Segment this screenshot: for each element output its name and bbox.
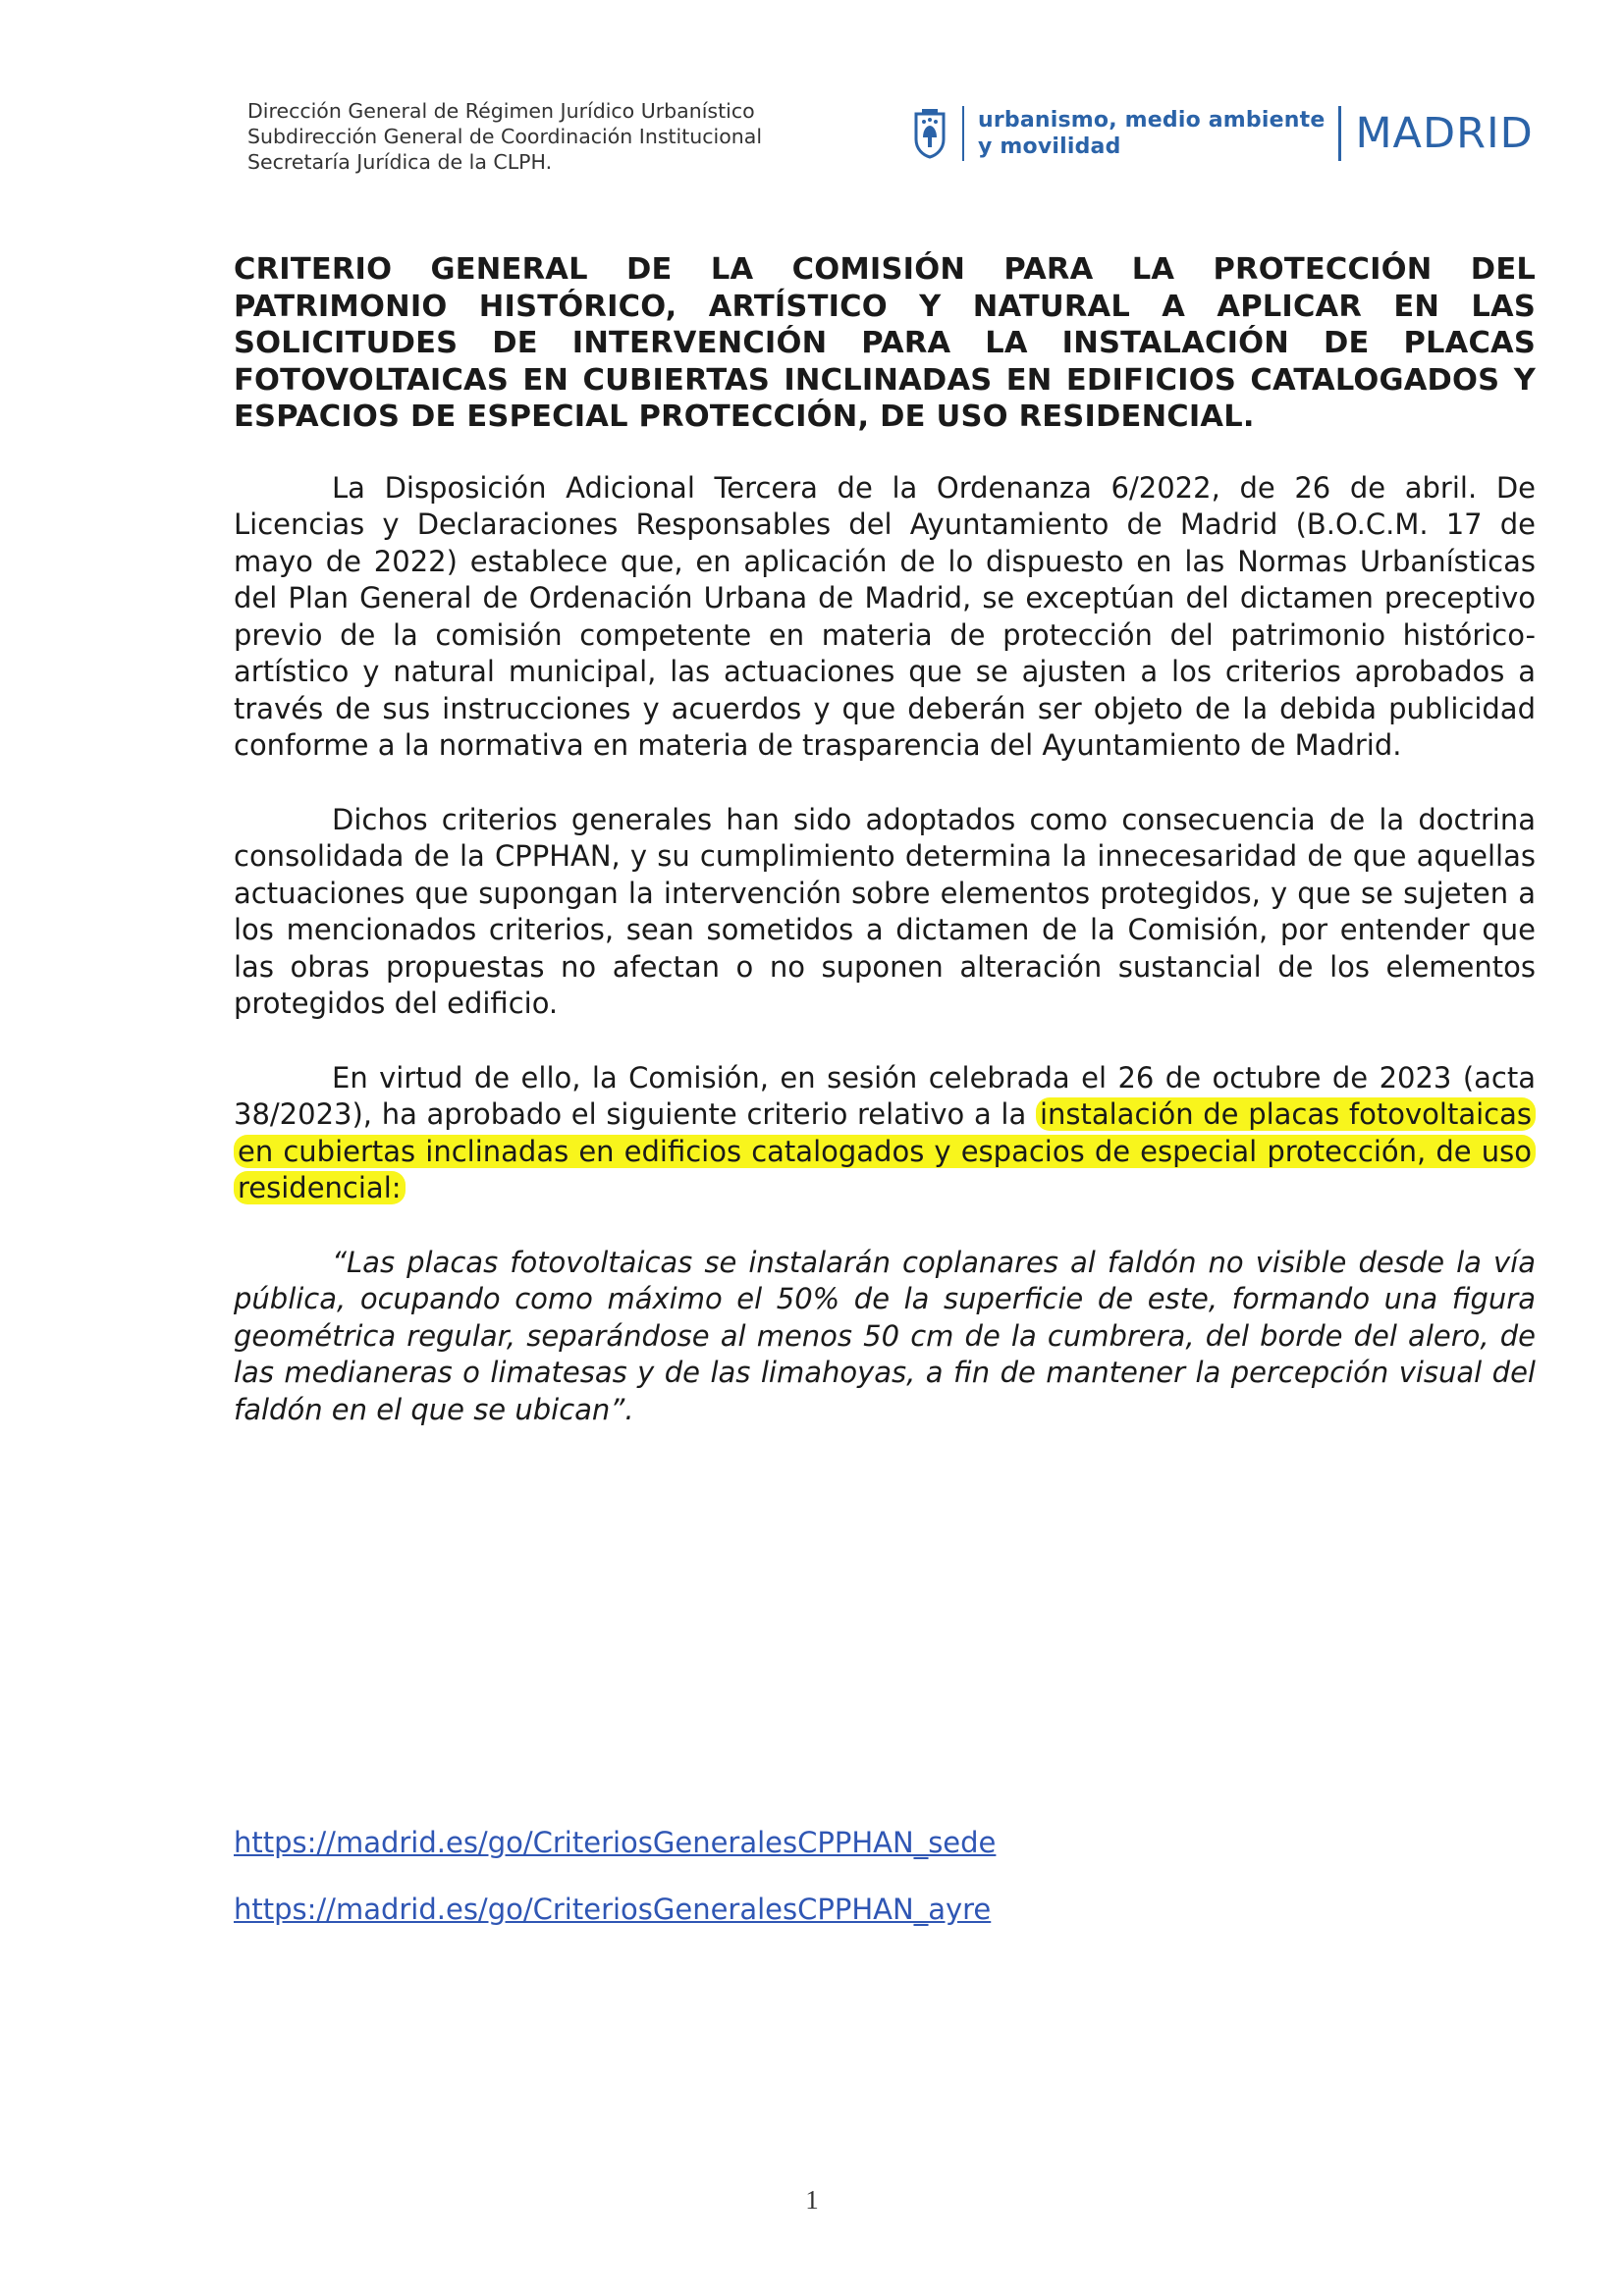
logo-city-name: MADRID xyxy=(1355,109,1534,158)
link-ayre[interactable]: https://madrid.es/go/CriteriosGeneralesCPPHAN_ayre xyxy=(234,1893,992,1926)
subdepartment-line: Subdirección General de Coordinación Institucional xyxy=(247,125,763,148)
paragraph-acuerdo-text: En virtud de ello, la Comisión, en sesión celebrada el 26 de octubre de 2023 (acta 38/2023), ha aprobado el siguiente criterio relativo a la xyxy=(234,1060,1536,1131)
document-title: CRITERIO GENERAL DE LA COMISIÓN PARA LA PROTECCIÓN DEL PATRIMONIO HISTÓRICO, ARTÍSTICO Y NATURAL A APLICAR EN LAS SOLICITUDES DE INTERVENCIÓN PARA LA INSTALACIÓN DE PLACAS FOTOVOLTAICAS EN CUBIERTAS INCLINADAS EN EDIFICIOS CATALOGADOS Y ESPACIOS DE ESPECIAL PROTECCIÓN, DE USO RESIDENCIAL. xyxy=(234,252,1536,434)
logo-area-name xyxy=(978,107,1325,160)
criterion-quote: “Las placas fotovoltaicas se instalarán coplanares al faldón no visible desde la vía pública, ocupando como máximo el 50% de la superficie de este, formando una figura geométrica regular, separándose al menos 50 cm de la cumbrera, del borde del alero, de las medianeras o limatesas y de las limahoyas, a fin de mantener la percepción visual del faldón en el que se ubican”. xyxy=(234,1245,1536,1426)
logo-divider xyxy=(962,106,964,161)
links-section xyxy=(234,1826,996,1926)
department-line: Dirección General de Régimen Jurídico Urbanístico xyxy=(247,99,755,123)
paragraph-criterios: Dichos criterios generales han sido adoptados como consecuencia de la doctrina consolidada de la CPPHAN, y su cumplimiento determina la innecesaridad de que aquellas actuaciones que supongan la intervención sobre elementos protegidos, y que se sujeten a los mencionados criterios, sean sometidos a dictamen de la Comisión, por entender que las obras propuestas no afectan o no suponen alteración sustancial de los elementos protegidos del edificio. xyxy=(234,802,1536,1020)
document-body xyxy=(234,251,1536,1428)
logo-text-line2: y movilidad xyxy=(978,134,1121,159)
link-sede[interactable]: https://madrid.es/go/CriteriosGeneralesCPPHAN_sede xyxy=(234,1826,997,1859)
department-header xyxy=(247,98,762,175)
page-number: 1 xyxy=(805,2185,819,2215)
secretariat-line: Secretaría Jurídica de la CLPH. xyxy=(247,150,553,174)
paragraph-acuerdo xyxy=(234,1060,1536,1207)
paragraph-disposicion: La Disposición Adicional Tercera de la Ordenanza 6/2022, de 26 de abril. De Licencias y Declaraciones Responsables del Ayuntamiento de Madrid (B.O.C.M. 17 de mayo de 2022) establece que, en aplicación de lo dispuesto en las Normas Urbanísticas del Plan General de Ordenación Urbana de Madrid, se exceptúan del dictamen preceptivo previo de la comisión competente en materia de protección del patrimonio histórico-artístico y natural municipal, las actuaciones que se ajusten a los criterios aprobados a través de sus instrucciones y acuerdos y que deberán ser objeto de la debida publicidad conforme a la normativa en materia de trasparencia del Ayuntamiento de Madrid. xyxy=(234,470,1536,762)
logo-text-line1: urbanismo, medio ambiente xyxy=(978,108,1326,133)
madrid-logo xyxy=(913,102,1534,165)
highlighted-text: instalación de placas fotovoltaicas en cubiertas inclinadas en edificios catalogados y espacios de especial protección, de uso residencial: xyxy=(234,1097,1536,1204)
logo-divider-2 xyxy=(1338,106,1341,161)
coat-of-arms-icon xyxy=(913,108,947,159)
